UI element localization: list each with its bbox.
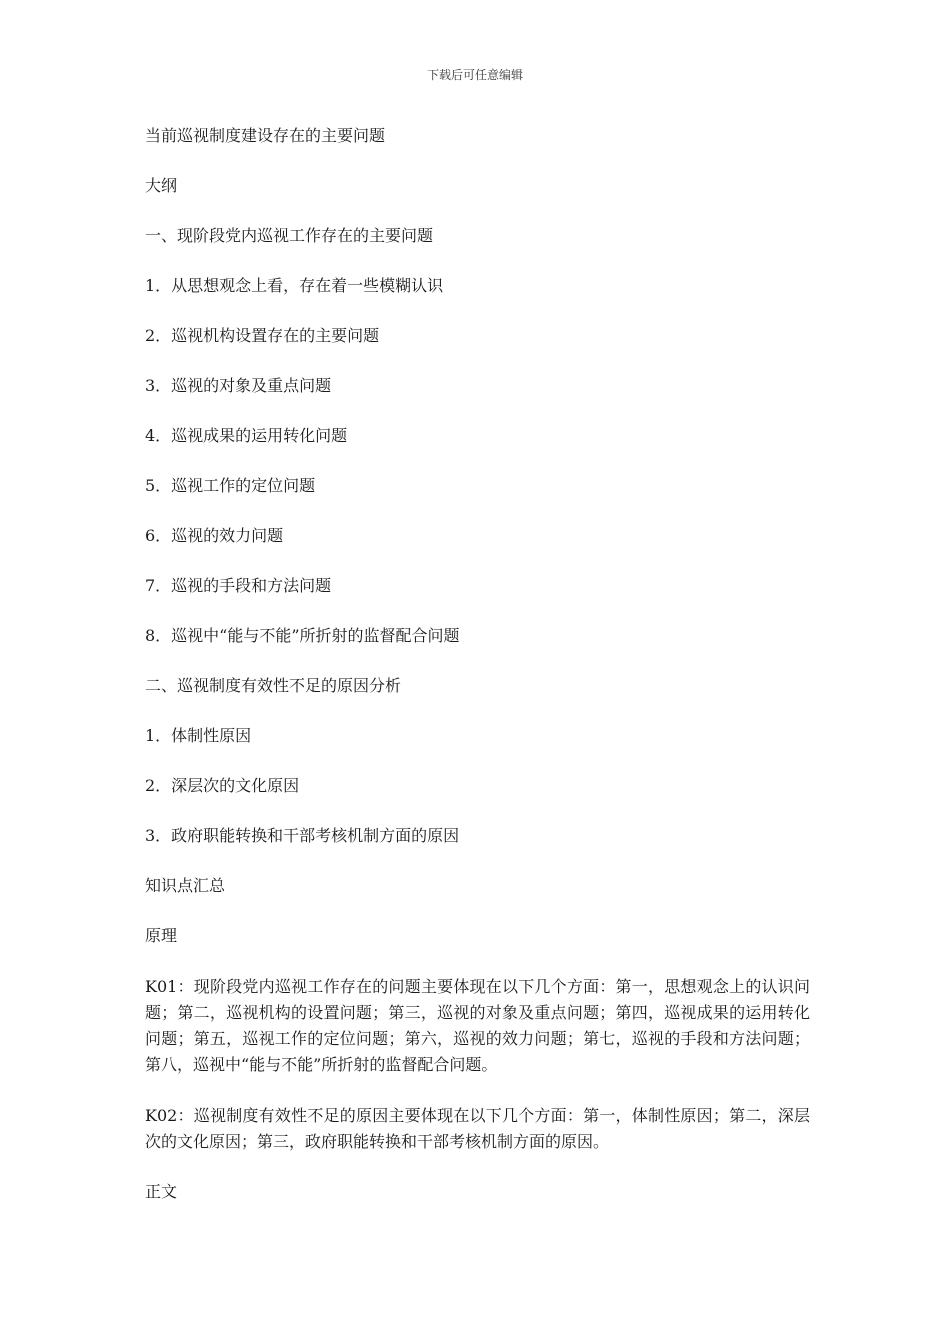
section-1-item: 4．巡视成果的运用转化问题 — [145, 426, 348, 445]
section-1-item: 6．巡视的效力问题 — [145, 526, 284, 545]
section-2-heading: 二、巡视制度有效性不足的原因分析 — [145, 676, 402, 695]
document-title: 当前巡视制度建设存在的主要问题 — [145, 126, 386, 145]
section-1-item: 2．巡视机构设置存在的主要问题 — [145, 326, 380, 345]
section-1-item: 3．巡视的对象及重点问题 — [145, 376, 332, 395]
section-2-item: 3．政府职能转换和干部考核机制方面的原因 — [145, 826, 460, 845]
outline-label: 大纲 — [145, 176, 178, 195]
knowledge-point-k01: K01：现阶段党内巡视工作存在的问题主要体现在以下几个方面：第一，思想观念上的认识问题；第二，巡视机构的设置问题；第三，巡视的对象及重点问题；第四，巡视成果的运用转化问题；第五，巡视工作的定位问题；第六，巡视的效力问题；第七，巡视的手段和方法问题；第八，巡视中“能与不能”所折射的监督配合问题。 — [145, 977, 810, 1074]
section-1-item: 5．巡视工作的定位问题 — [145, 476, 316, 495]
section-1-heading: 一、现阶段党内巡视工作存在的主要问题 — [145, 226, 434, 245]
section-2-item: 2．深层次的文化原因 — [145, 776, 300, 795]
section-2-item: 1．体制性原因 — [145, 726, 252, 745]
section-1-item: 7．巡视的手段和方法问题 — [145, 576, 332, 595]
summary-label: 知识点汇总 — [145, 876, 226, 895]
document-content — [145, 124, 810, 1230]
body-label: 正文 — [145, 1182, 178, 1201]
section-1-item: 1．从思想观念上看，存在着一些模糊认识 — [145, 276, 444, 295]
knowledge-point-k02: K02：巡视制度有效性不足的原因主要体现在以下几个方面：第一，体制性原因；第二，深层次的文化原因；第三，政府职能转换和干部考核机制方面的原因。 — [145, 1106, 810, 1151]
section-1-item: 8．巡视中“能与不能”所折射的监督配合问题 — [145, 626, 460, 645]
page-header-note: 下载后可任意编辑 — [426, 68, 523, 82]
principle-label: 原理 — [145, 926, 178, 945]
